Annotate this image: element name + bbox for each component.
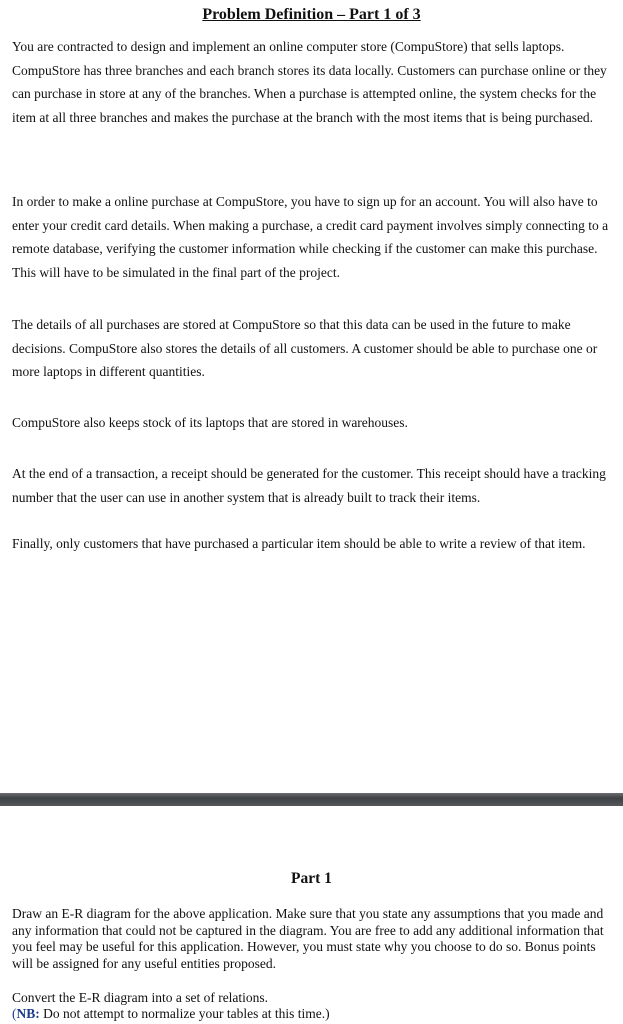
nb-note [12, 1006, 617, 1023]
paragraph-review: Finally, only customers that have purchased a particular item should be able to write a review of that item. [12, 536, 586, 551]
paragraph-receipt: At the end of a transaction, a receipt should be generated for the customer. This receipt should have a tracking number that the user can use in another system that is already built to track their items. [12, 466, 606, 505]
paragraph-purchases: The details of all purchases are stored at CompuStore so that this data can be used in the future to make decisions. CompuStore also stores the details of all customers. A customer should be able to purchase one or more laptops in different quantities. [12, 317, 598, 380]
section-title: Problem Definition – Part 1 of 3 [202, 6, 421, 23]
page-divider [0, 793, 623, 806]
part-one-page [0, 806, 623, 1024]
paragraph-convert: Convert the E-R diagram into a set of relations. [12, 990, 269, 1005]
nb-label: NB: [16, 1006, 40, 1021]
part-title: Part 1 [291, 870, 332, 887]
paragraph-er-diagram: Draw an E-R diagram for the above application. Make sure that you state any assumptions that you made and any information that could not be captured in the diagram. You are free to add any additional information that you feel may be useful for this application. However, you must state why you choose to do so. Bonus points will be assigned for any useful entities proposed. [12, 906, 604, 971]
nb-text: Do not attempt to normalize your tables at this time.) [39, 1006, 330, 1021]
paragraph-account: In order to make a online purchase at CompuStore, you have to sign up for an account. You will also have to enter your credit card details. When making a purchase, a credit card payment involves simply connecting to a remote database, verifying the customer information while checking if the customer can make this purchase. This will have to be simulated in the final part of the project. [12, 194, 609, 280]
paragraph-intro: You are contracted to design and implement an online computer store (CompuStore) that sells laptops. CompuStore has three branches and each branch stores its data locally. Customers can purchase online or they can purchase in store at any of the branches. When a purchase is attempted online, the system checks for the item at all three branches and makes the purchase at the branch with the most items that is being purchased. [12, 39, 607, 125]
paragraph-stock: CompuStore also keeps stock of its laptops that are stored in warehouses. [12, 415, 408, 430]
nb-open: ( [12, 1006, 17, 1021]
